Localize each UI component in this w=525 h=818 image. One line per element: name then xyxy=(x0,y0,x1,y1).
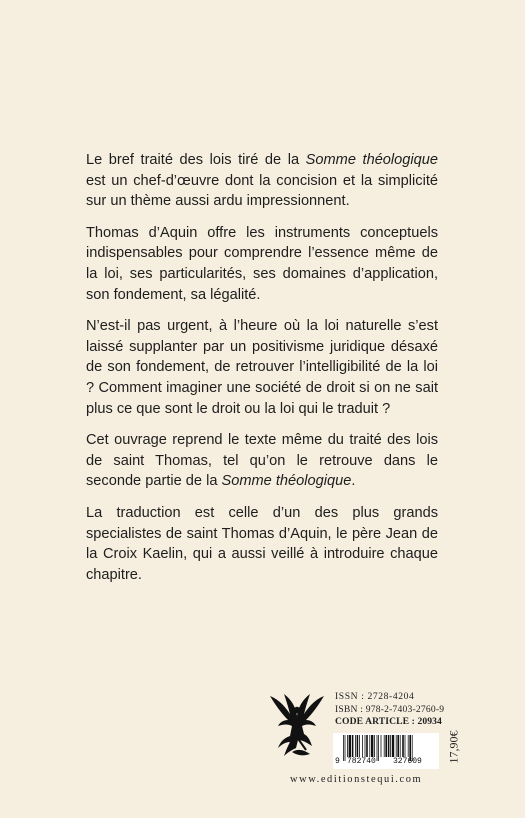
barcode-bar xyxy=(400,735,401,757)
price-text: 17,90€ xyxy=(446,730,461,764)
barcode-left-group: 782740 xyxy=(347,757,376,766)
barcode-bar xyxy=(384,735,385,757)
barcode-bar xyxy=(408,735,409,757)
isbn-text: ISBN : 978-2-7403-2760-9 xyxy=(335,703,445,715)
book-title-italic: Somme théologique xyxy=(221,473,352,490)
paragraph-text: N’est-il pas urgent, à l’heure où la loi naturelle s’est laissé supplanter par un positivisme juridique désaxé de son fondement, de retrouver l’intelligibilité de la loi ? Comment imaginer une société de droit si on ne sait plus ce que sont le droit ou la loi qui le traduit ? xyxy=(86,318,438,417)
barcode-bar xyxy=(349,735,351,757)
paragraph-3 xyxy=(86,316,438,419)
archangel-michael-icon xyxy=(262,690,332,758)
blurb-text xyxy=(86,150,438,596)
barcode-bar xyxy=(388,735,390,757)
barcode-bar xyxy=(352,735,354,757)
barcode-bar xyxy=(385,735,387,757)
barcode-bar xyxy=(390,735,391,757)
barcode-bar xyxy=(397,735,399,757)
barcode-bar xyxy=(357,735,359,757)
paragraph-1 xyxy=(86,150,438,212)
barcode-first-digit: 9 xyxy=(335,757,340,766)
barcode-bar xyxy=(405,735,406,757)
book-metadata xyxy=(335,691,445,729)
barcode-bar xyxy=(396,735,397,757)
paragraph-2 xyxy=(86,223,438,305)
barcode-bar xyxy=(374,735,375,757)
publisher-website: www.editionstequi.com xyxy=(290,774,423,785)
article-code-text: CODE ARTICLE : 20934 xyxy=(335,716,442,728)
issn-text: ISSN : 2728-4204 xyxy=(335,691,415,702)
barcode-bar xyxy=(362,735,363,757)
barcode-bar xyxy=(359,735,360,757)
paragraph-text: . xyxy=(351,473,356,490)
paragraph-text: Thomas d’Aquin offre les instruments conceptuels indispensables pour comprendre l’essence même de la loi, ses particularités, ses domaines d’application, son fondement, sa légalité. xyxy=(86,224,438,303)
paragraph-text: La traduction est celle d’un des plus grands specialistes de saint Thomas d’Aquin, le père Jean de la Croix Kaelin, qui a aussi veillé à introduire chaque chapitre. xyxy=(86,504,438,583)
barcode-bar xyxy=(392,735,394,757)
paragraph-4 xyxy=(86,430,438,492)
paragraph-text: est un chef-d’œuvre dont la concision et la simplicité sur un thème aussi ardu impressionnent. xyxy=(86,172,438,210)
barcode-bar xyxy=(402,735,404,757)
barcode-bar xyxy=(377,735,378,761)
paragraph-text: Le bref traité des lois tiré de la xyxy=(86,152,306,168)
barcode-right-group: 327609 xyxy=(393,757,422,766)
barcode-bar xyxy=(343,735,344,761)
book-title-italic: Somme théologique xyxy=(305,152,438,168)
barcode-bar xyxy=(355,735,356,757)
barcode-bar xyxy=(366,735,368,757)
barcode-bar xyxy=(345,735,346,761)
barcode-bar xyxy=(347,735,348,757)
paragraph-text: Cet ouvrage reprend le texte même du traité des lois de saint Thomas, tel qu’on le retrouve dans le seconde partie de la xyxy=(86,432,438,490)
paragraph-5 xyxy=(86,503,438,585)
barcode-bar xyxy=(365,735,366,757)
barcode-bar xyxy=(371,735,373,757)
barcode-bar xyxy=(369,735,370,757)
price-label xyxy=(447,722,461,772)
barcode-bar xyxy=(378,735,379,761)
barcode-bar xyxy=(381,735,382,757)
